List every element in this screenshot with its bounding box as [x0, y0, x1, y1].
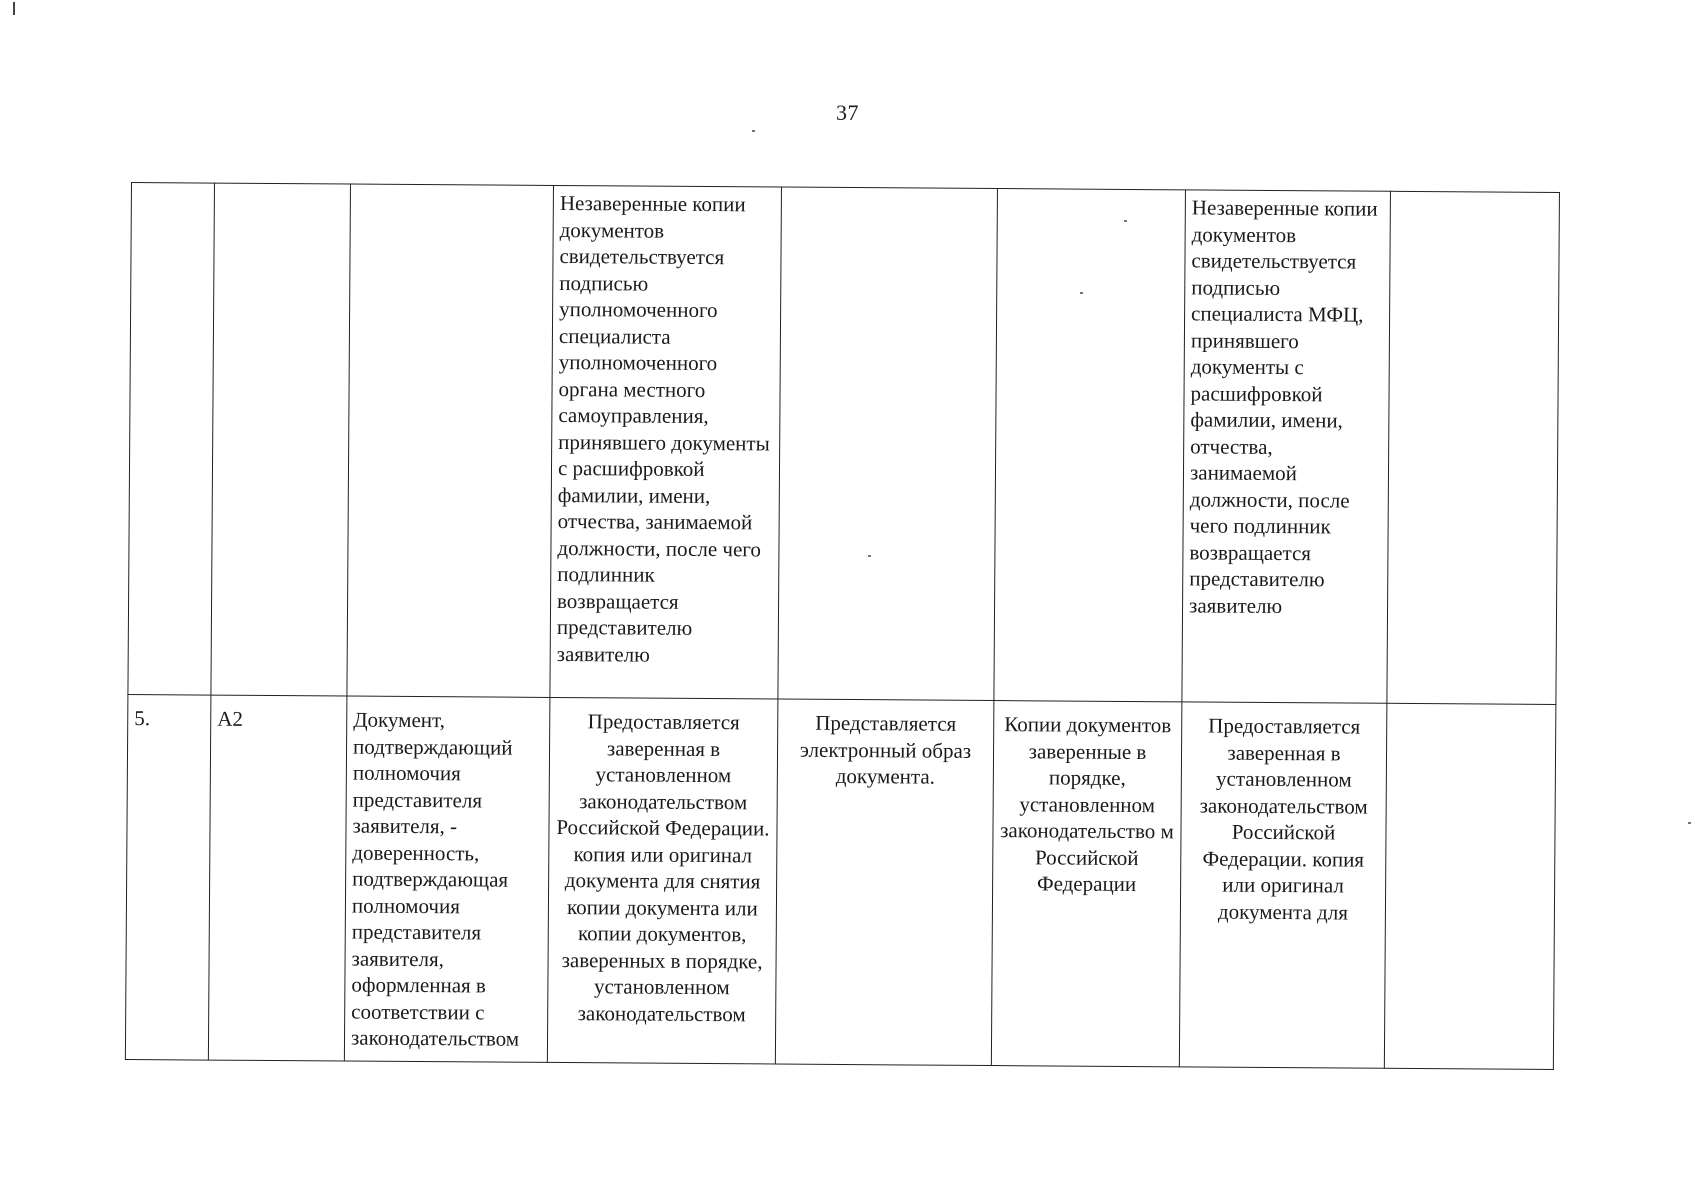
scan-artifact: [1688, 822, 1691, 824]
table-row: [125, 694, 1556, 1069]
cell-paper-requirements: Предоставляется заверенная в установленном законодательством Российской Федерации. копия или оригинал документа для снятия копии документа или копии документов, заверенных в порядке, установленном законодательством: [547, 697, 778, 1064]
cell-extra: [1387, 191, 1560, 704]
cell-mfc-requirements: Предоставляется заверенная в установленном законодательством Российской Федерации. копия или оригинал документа для: [1179, 702, 1387, 1068]
cell-number: [128, 183, 215, 696]
cell-electronic-requirements: Представляется электронный образ документа.: [775, 699, 994, 1065]
cell-category: [211, 183, 351, 696]
cell-extra: [1384, 703, 1556, 1069]
cell-mfc-requirements: Незаверенные копии документов свидетельствуется подписью специалиста МФЦ, принявшего документы с расшифровкой фамилии, имени, отчества, занимаемой должности, после чего подлинник возвращается представителю заявителю: [1182, 190, 1391, 703]
table-row: [128, 183, 1560, 705]
margin-mark: [13, 2, 15, 15]
table-container: [125, 182, 1560, 1070]
document-table: [125, 182, 1560, 1070]
cell-electronic-requirements: [778, 187, 998, 700]
cell-copy-requirements: Копии документов заверенные в порядке, установленном законодательство м Российской Федерации: [991, 701, 1182, 1067]
cell-paper-requirements: Незаверенные копии документов свидетельствуется подписью уполномоченного специалиста уполномоченного органа местного самоуправления, принявшего документы с расшифровкой фамилии, имени, отчества, занимаемой должности, после чего подлинник возвращается представителю заявителю: [550, 185, 782, 699]
scan-artifact: [752, 130, 755, 132]
cell-document-name: Документ, подтверждающий полномочия представителя заявителя, - доверенность, подтверждающая полномочия представителя заявителя, оформленная в соответствии с законодательством: [344, 696, 550, 1062]
cell-category: А2: [208, 695, 347, 1061]
cell-copy-requirements: [994, 189, 1186, 702]
cell-document-name: [347, 184, 554, 697]
cell-number: 5.: [125, 694, 211, 1060]
page-number: 37: [836, 100, 859, 125]
